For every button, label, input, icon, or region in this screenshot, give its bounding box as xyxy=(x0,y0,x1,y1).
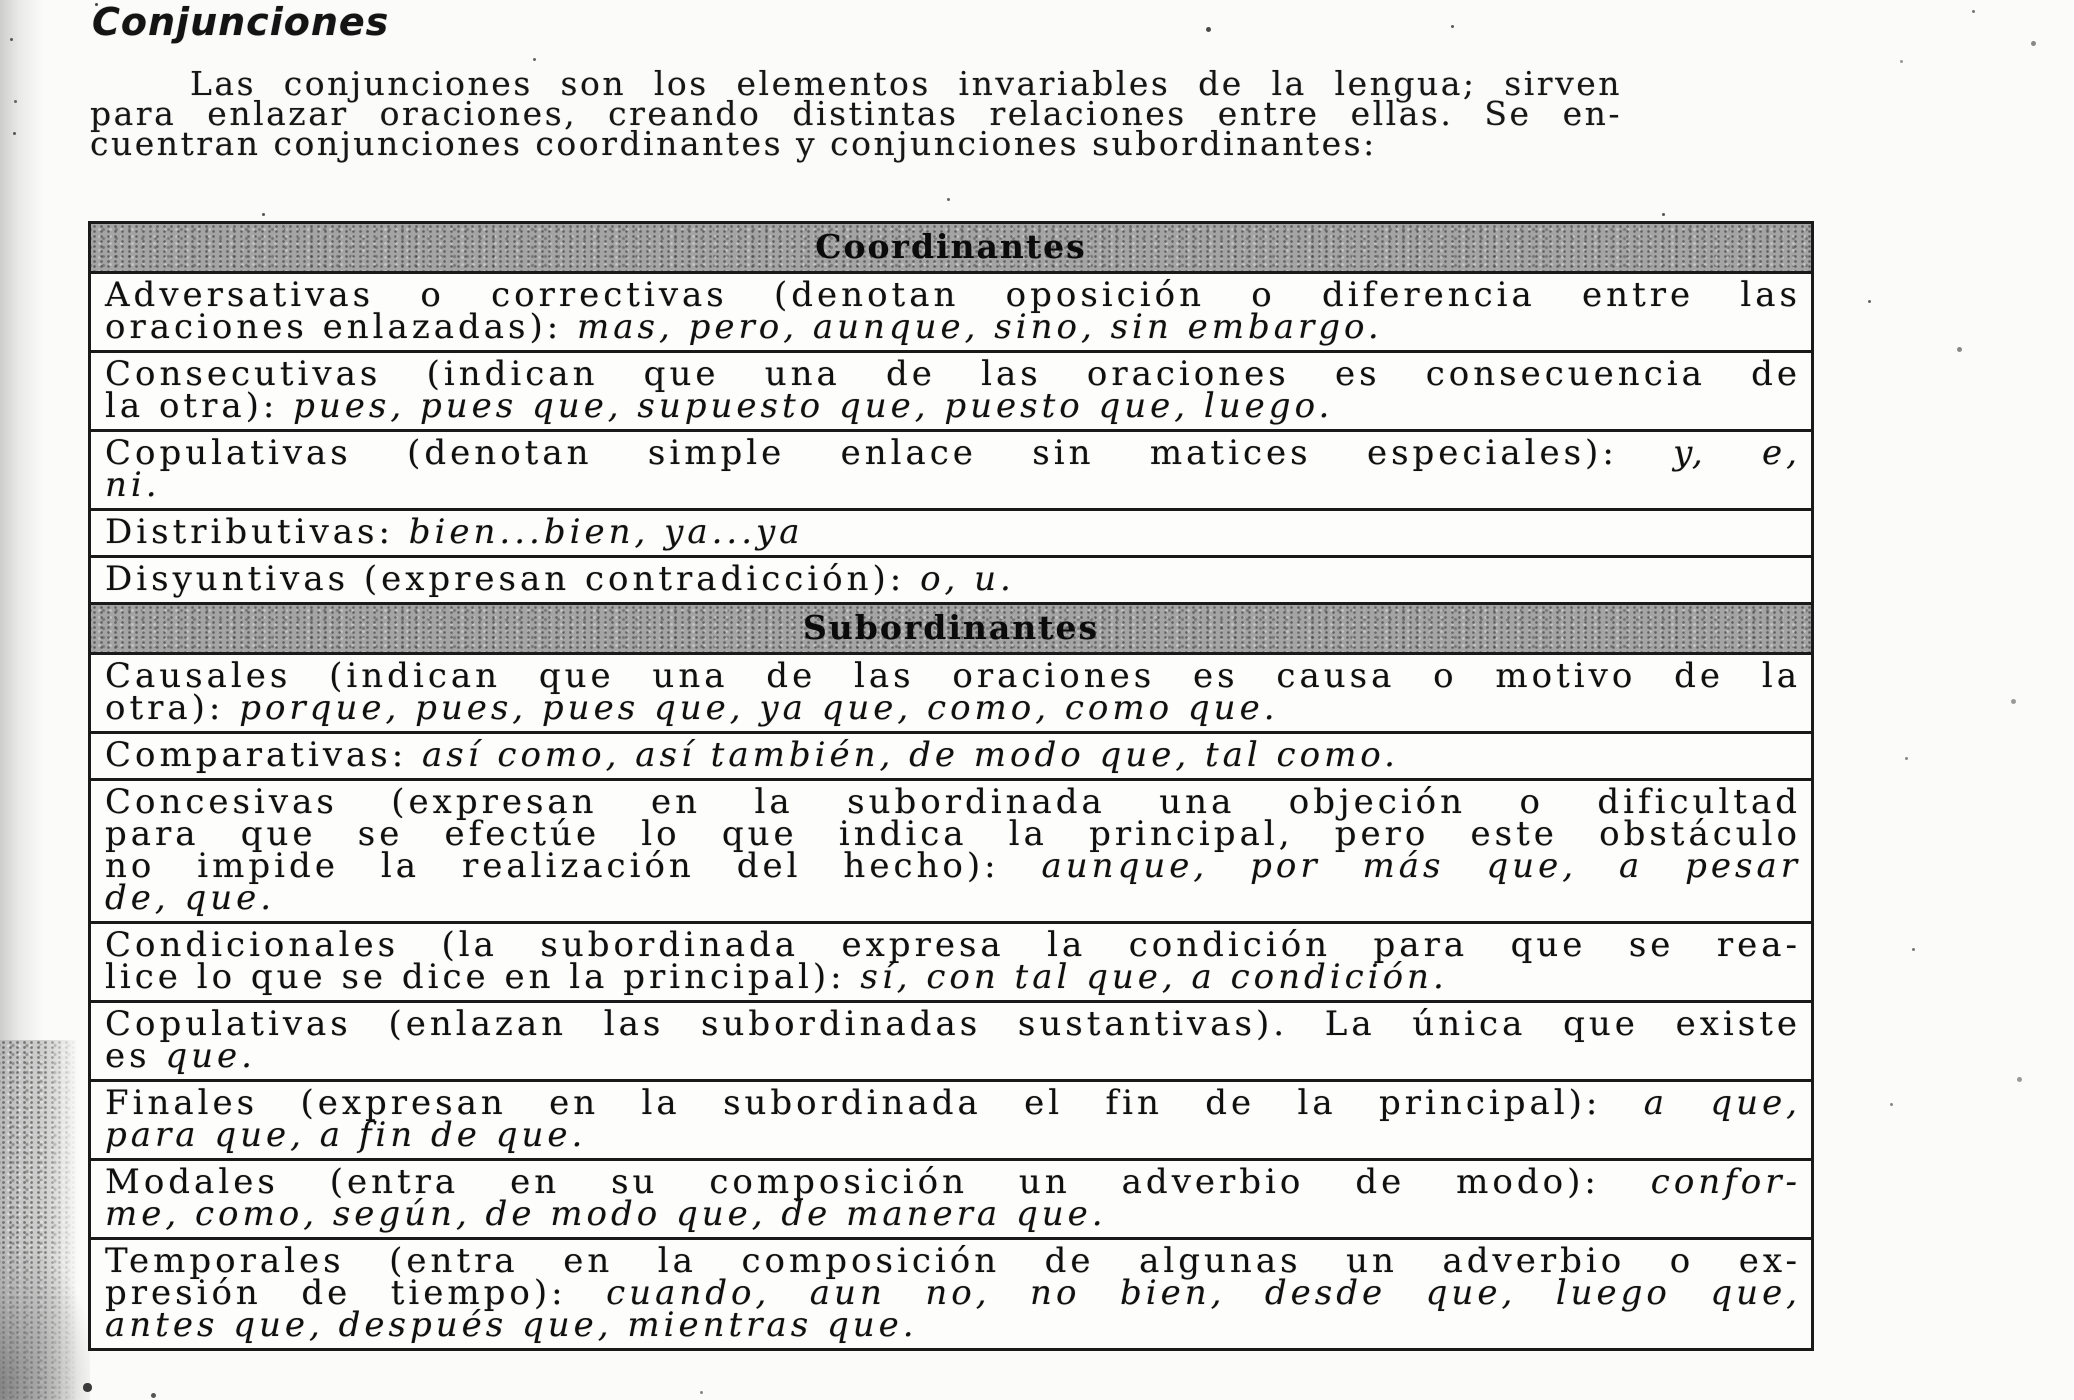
row-description: Concesivas (expresan en la subordinada una objeción o dificultad xyxy=(105,782,1801,822)
table-row xyxy=(91,924,1811,1003)
row-description: Distributivas: xyxy=(105,512,409,552)
table-row xyxy=(91,1161,1811,1240)
table-row-line xyxy=(105,688,1801,728)
row-description: Comparativas: xyxy=(105,735,423,775)
intro-line: cuentran conjunciones coordinantes y conjunciones subordinantes: xyxy=(90,124,1377,163)
page-title: Conjunciones xyxy=(92,0,390,44)
row-description: la otra): xyxy=(105,386,294,426)
table-row-line xyxy=(105,386,1801,426)
table-row-line xyxy=(105,1305,1801,1345)
table-row-line xyxy=(105,1194,1801,1234)
example-conjunctions: a que, xyxy=(1643,1083,1801,1123)
row-description: es xyxy=(105,1036,166,1076)
coordinantes-rows xyxy=(91,274,1811,605)
table-row xyxy=(91,353,1811,432)
table-row xyxy=(91,1003,1811,1082)
intro-line: Las conjunciones son los elementos invariables de la lengua; sirven xyxy=(190,64,1622,103)
table-row xyxy=(91,1082,1811,1161)
row-description: presión de tiempo): xyxy=(105,1273,607,1313)
row-description: Finales (expresan en la subordinada el fin de la principal): xyxy=(105,1083,1644,1123)
table-row xyxy=(91,432,1811,511)
intro-line: para enlazar oraciones, creando distintas relaciones entre ellas. Se en- xyxy=(90,94,1622,133)
section-header-coordinantes xyxy=(91,224,1811,274)
row-description: Adversativas o correctivas (denotan oposición o diferencia entre las xyxy=(105,275,1801,315)
example-conjunctions: bien...bien, ya...ya xyxy=(408,512,804,552)
table-row-line xyxy=(105,433,1801,473)
row-description: Temporales (entra en la composición de algunas un adverbio o ex- xyxy=(105,1241,1801,1281)
table-row-line xyxy=(105,735,1801,775)
row-description: Modales (entra en su composición un adverbio de modo): xyxy=(105,1162,1651,1202)
example-conjunctions: mas, pero, aunque, sino, sin embargo. xyxy=(577,307,1383,347)
example-conjunctions: antes que, después que, mientras que. xyxy=(105,1305,918,1345)
table-row-line xyxy=(105,465,1801,505)
table-row xyxy=(91,734,1811,781)
scan-noise-speckles xyxy=(0,0,3,3)
example-conjunctions: ni. xyxy=(105,465,161,505)
row-description: Disyuntivas (expresan contradicción): xyxy=(105,559,921,599)
table-row xyxy=(91,511,1811,558)
row-description: Condicionales (la subordinada expresa la condición para que se rea- xyxy=(105,925,1801,965)
table-row-line xyxy=(105,1036,1801,1076)
row-description: Causales (indican que una de las oraciones es causa o motivo de la xyxy=(105,656,1801,696)
scan-corner-blotch xyxy=(0,1250,90,1400)
example-conjunctions: cuando, aun no, no bien, desde que, luego que, xyxy=(606,1273,1801,1313)
example-conjunctions: porque, pues, pues que, ya que, como, como que. xyxy=(239,688,1279,728)
example-conjunctions: o, u. xyxy=(920,559,1015,599)
example-conjunctions: así como, así también, de modo que, tal como. xyxy=(422,735,1399,775)
example-conjunctions: y, e, xyxy=(1673,433,1801,473)
row-description: no impide la realización del hecho): xyxy=(105,846,1042,886)
section-header-subordinantes xyxy=(91,605,1811,655)
table-row-line xyxy=(105,846,1801,886)
table-row-line xyxy=(105,1115,1801,1155)
row-description: para que se efectúe lo que indica la principal, pero este obstáculo xyxy=(105,814,1801,854)
section-header-label: Coordinantes xyxy=(815,227,1087,266)
row-description: lice lo que se dice en la principal): xyxy=(105,957,861,997)
table-row xyxy=(91,1240,1811,1348)
table-row xyxy=(91,558,1811,605)
example-conjunctions: que. xyxy=(165,1036,256,1076)
example-conjunctions: de, que. xyxy=(105,878,276,918)
row-description: Copulativas (enlazan las subordinadas sustantivas). La única que existe xyxy=(105,1004,1801,1044)
conjunctions-table xyxy=(88,221,1814,1351)
table-row xyxy=(91,781,1811,924)
example-conjunctions: sí, con tal que, a condición. xyxy=(860,957,1448,997)
row-description: oraciones enlazadas): xyxy=(105,307,578,347)
example-conjunctions: aunque, por más que, a pesar xyxy=(1041,846,1801,886)
intro-paragraph xyxy=(90,64,1622,163)
example-conjunctions: confor- xyxy=(1650,1162,1801,1202)
table-row-line xyxy=(105,307,1801,347)
table-row-line xyxy=(105,1004,1801,1044)
table-row-line xyxy=(105,559,1801,599)
table-row xyxy=(91,655,1811,734)
example-conjunctions: pues, pues que, supuesto que, puesto que, luego. xyxy=(293,386,1334,426)
table-row-line xyxy=(105,512,1801,552)
row-description: Consecutivas (indican que una de las oraciones es consecuencia de xyxy=(105,354,1801,394)
subordinantes-rows xyxy=(91,655,1811,1348)
row-description: Copulativas (denotan simple enlace sin matices especiales): xyxy=(105,433,1674,473)
table-row-line xyxy=(105,878,1801,918)
example-conjunctions: me, como, según, de modo que, de manera que. xyxy=(105,1194,1107,1234)
table-row xyxy=(91,274,1811,353)
example-conjunctions: para que, a fin de que. xyxy=(105,1115,587,1155)
section-header-label: Subordinantes xyxy=(802,608,1100,647)
row-description: otra): xyxy=(105,688,240,728)
table-row-line xyxy=(105,957,1801,997)
